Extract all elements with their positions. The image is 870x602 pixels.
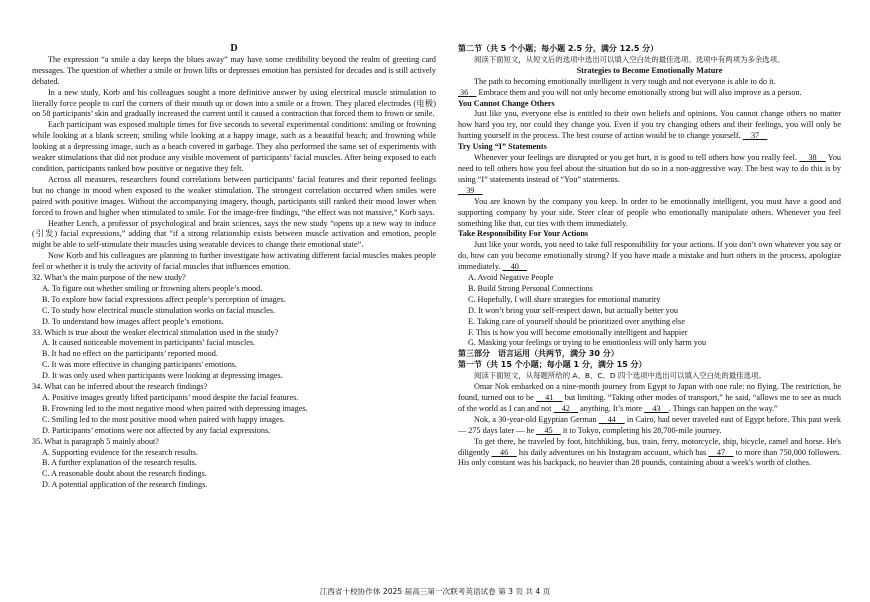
answer-option: A. It caused noticeable movement in participants’ facial muscles. [42,338,256,348]
blank-43: 43 [652,403,661,413]
blank-45: 45 [544,425,553,435]
paragraph-text: Just like your words, you need to take full responsibility for your actions. If you don’t own whatever you say or do, how can you become emotionally strong? If you have made a mistake and hurt others in the process, apologize immediately. [458,240,841,272]
blank-36: 36 [460,87,469,97]
question-34 [32,382,436,437]
answer-option: B. A further explanation of the research results. [42,458,197,468]
answer-option: D. It was only used when participants were looking at depressing images. [42,371,283,381]
answer-option: E. Taking care of yourself should be prioritized over anything else [468,316,685,326]
blank-42: 42 [561,403,570,413]
part-3-title: 第三部分 语言运用（共两节，满分 30 分） [458,349,619,359]
subheading: Take Responsibility For Your Actions [458,229,589,239]
answer-option: D. Participants’ emotions were not affected by any facial expressions. [42,425,271,435]
blank-41: 41 [545,393,554,402]
paragraph-text: The path to becoming emotionally intelligent is very tough and not everyone is able to do it. [474,76,776,86]
answer-option: A. Positive images greatly lifted participants’ mood despite the facial features. [42,393,299,402]
passage-paragraph [458,77,841,99]
answer-option: G. Masking your feelings or trying to be emotionless will only harm you [468,338,707,348]
question-35 [32,437,436,492]
passage-paragraph [458,153,841,186]
blank-40: 40 [510,262,519,272]
answer-option: A. To figure out whether smiling or frowning alters people’s mood. [42,283,263,293]
answer-option: F. This is how you will become emotionally intelligent and happier [468,327,688,337]
paragraph-text: Embrace them and you will not only become emotionally strong but will also improve as a person. [478,87,802,97]
passage-paragraph [458,186,841,197]
cloze-paragraph: Omar Nok embarked on a nine-month journey from Egypt to Japan with one rule: no flying. The restriction, he found, turned out to be 41 but limiting. “Taking other modes of transport,” he said, “allows me to see as much of the world as I can and not 42 anything. It’s more 43 . Things can happen on the way.” [458,382,841,413]
right-column [458,44,841,469]
passage-paragraph: Heather Lench, a professor of psychological and brain sciences, says the new study “opens up a new way to induce (引发) facial expressions,” adding that “if a strong relationship exists between muscle activation and emotion, people might be able to self-stimulate their muscles using wearable devices to change their emotional state”. [32,218,436,250]
answer-option: B. It had no effect on the participants’ reported mood. [42,349,218,359]
question-stem: 35. What is paragraph 5 mainly about? [32,436,159,446]
passage-paragraph: In a new study, Korb and his colleagues sought a more definitive answer by using electrical muscle stimulation to literally force people to curl the corners of their mouth up or down into a smile or a frown. They placed electrodes (电极) on 58 participants’ skin and gradually increased the current until it caused a contraction that forced them to frown or smile. [32,87,436,119]
answer-option: B. To explore how facial expressions affect people’s perception of images. [42,294,286,304]
passage-paragraph: The expression “a smile a day keeps the blues away” may have some credibility beyond the realm of greeting card messages. The question of whether a smile or frown lifts or depresses emotion has persisted for decades and is still actively debated. [32,54,436,86]
passage-title: Strategies to Become Emotionally Mature [576,65,723,75]
passage-paragraph [458,109,841,142]
answer-option: C. It was more effective in changing participants' emotions. [42,360,238,370]
subheading: Try Using “I” Statements [458,142,547,152]
answer-option: D. It won’t bring your self-respect down, but actually better you [468,305,678,315]
answer-option: C. To study how electrical muscle stimulation works on facial muscles. [42,305,276,315]
question-stem: 32. What’s the main purpose of the new study? [32,273,186,283]
answer-option: D. A potential application of the research findings. [42,480,208,490]
blank-37: 37 [750,131,760,141]
answer-option: C. Smiling led to the most positive mood when paired with happy images. [42,414,285,424]
answer-option: B. Frowning led to the most negative mood when paired with depressing images. [42,403,308,413]
blank-39: 39 [466,185,475,195]
blank-44: 44 [607,414,616,424]
blank-47: 47 [716,447,726,457]
answer-option: A. Supporting evidence for the research results. [42,447,198,457]
answer-option: A. Avoid Negative People [468,273,554,283]
passage-paragraph: Each participant was exposed multiple times for five seconds to several experimental conditions: smiling or frowning while looking at a blank screen; smiling while looking at a happy image, such as a beautiful beach; and frowning while looking at a depressing image, such as a beach covered in garbage. They also performed the same set of experiments with weaker stimulations that did not produce any visible movement of participants’ facial muscles. After being exposed to each condition, participants ranked how positive or negative they felt. [32,120,436,173]
section-1-title: 第一节（共 15 个小题；每小题 1 分，满分 15 分） [458,360,647,370]
passage-paragraph: Now Korb and his colleagues are planning to further investigate how activating different facial muscles makes people feel or whether it is truly the activity of facial muscles that influences emotion. [32,251,436,272]
cloze-paragraph: To get there, he traveled by foot, hitchhiking, bus, train, ferry, motorcycle, ship, bicycle, camel and horse. He's diligently 46 his daily adventures on his Instagram account, which has 47 to more than 750,000 followers. His only constant was his backpack, no heavier than 28 pounds, containing about a week's worth of clothes. [458,436,842,468]
section-1-instructions: 阅读下面短文，从每题所给的 A、B、C、D 四个选项中选出可以填入空白处的最佳选项。 [474,371,766,381]
passage-paragraph [458,240,841,273]
passage-paragraph: Across all measures, researchers found correlations between participants’ facial features and their reported feelings but no change in mood when exposed to the weaker stimulation. The strongest correlation occurred when smiles were paired with positive images. Without the accompanying imagery, though, participants still ranked their mood lower when forced to frown and higher when stimulated to smile. For the image-free findings, “the effect was not massive,” Korb says. [32,174,436,217]
subheading: You Cannot Change Others [458,98,555,108]
question-32 [32,273,436,328]
section-2-title: 第二节（共 5 个小题；每小题 2.5 分，满分 12.5 分） [458,44,659,53]
passage-paragraph: You are known by the company you keep. In order to be emotionally intelligent, you must have a good and supporting company by your side. Steer clear of people who emotionally manipulate others. Whenever you feel something like that, cut ties with them immediately. [458,196,841,228]
question-stem: 34. What can be inferred about the research findings? [32,382,208,392]
blank-38: 38 [808,153,817,163]
cloze-paragraph: Nok, a 30-year-old Egyptian German 44 in Cairo, had never traveled east of Egypt before. This past week — 275 days later — he 45 it to Tokyo, completing his 28,700-mile journey. [458,414,842,435]
answer-option: C. A reasonable doubt about the research findings. [42,469,207,479]
answer-option: C. Hopefully, I will share strategies for emotional maturity [468,294,661,304]
paragraph-text: Just like you, everyone else is entitled to their own beliefs and opinions. You cannot change others no matter how hard you try, nor could they change you. Even if you try changing others and their feelings, you will only be hurting yourself in the process. The best course of action would be to change yourself. [458,109,841,141]
section-2-instructions: 阅读下面短文，从短文后的选项中选出可以填入空白处的最佳选项。选项中有两项为多余选项。 [474,54,785,64]
question-stem: 33. Which is true about the weaker electrical stimulation used in the study? [32,327,279,337]
passage-d-heading: D [230,43,238,54]
blank-46: 46 [500,447,509,457]
paragraph-text: Whenever your feelings are disrupted or you get hurt, it is good to tell others how you really feel. [474,153,797,163]
left-column [32,44,436,491]
page-footer: 江西省十校协作体 2025 届高三第一次联考英语试卷 第 3 页 共 4 页 [319,587,551,596]
question-33 [32,328,436,383]
answer-option: B. Build Strong Personal Connections [468,283,593,293]
answer-option: D. To understand how images affect people’s emotions. [42,316,224,326]
paragraph-text: You need to tell others how you feel about the situation but do so in a non-aggressive way. The best way to do this is by using “I” statements instead of “You” statements. [458,153,842,184]
